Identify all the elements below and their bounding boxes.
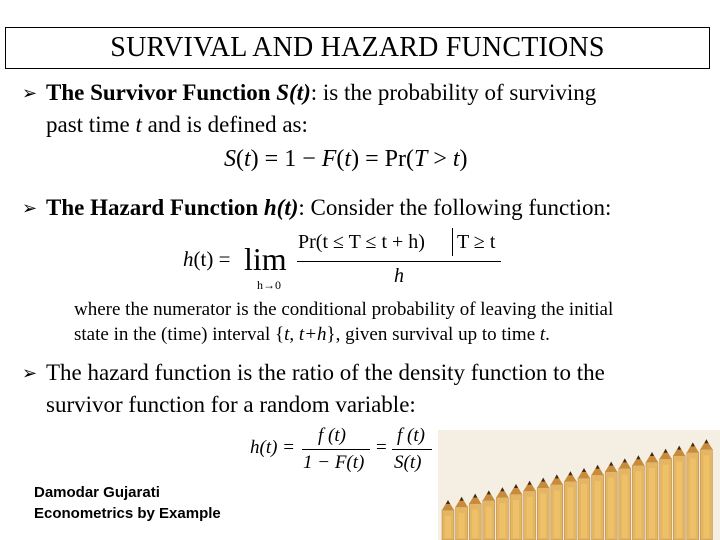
note-t2: t bbox=[539, 324, 546, 345]
pencil-icon bbox=[510, 484, 522, 540]
eq2-conditional-bar bbox=[452, 228, 453, 256]
eq3-num2: f (t) bbox=[397, 425, 425, 446]
eq1-paren: ( bbox=[236, 146, 244, 172]
eq2-lhs bbox=[183, 247, 230, 272]
eq2-numerator bbox=[298, 231, 425, 254]
eq2-condition: T ≥ t bbox=[457, 231, 496, 253]
pencil-icon bbox=[687, 442, 699, 540]
eq2-h: h bbox=[183, 247, 194, 271]
bullet1-t: t bbox=[135, 112, 142, 137]
eq2-lhs-rest: (t) = bbox=[193, 247, 231, 271]
pencil-icon bbox=[673, 446, 685, 540]
pencil-icon bbox=[578, 468, 590, 540]
pencils-image bbox=[438, 430, 720, 540]
eq2-fraction-line bbox=[297, 261, 501, 262]
eq3-equals: = bbox=[376, 437, 387, 458]
numerator-explanation bbox=[74, 297, 613, 347]
pencil-icon bbox=[564, 471, 576, 540]
bullet2-text: : Consider the following function: bbox=[298, 195, 612, 220]
eq3-num1: f (t) bbox=[318, 425, 346, 446]
eq2-lim: lim bbox=[244, 241, 287, 277]
eq1-F: F bbox=[321, 146, 337, 172]
pencil-icon bbox=[551, 474, 563, 540]
footer-book-title: Econometrics by Example bbox=[34, 505, 221, 522]
note-comma: , bbox=[289, 324, 299, 345]
bullet-hazard-ratio bbox=[22, 357, 605, 420]
bullet1-bold: The Survivor Function bbox=[46, 80, 277, 105]
eq1-pr: = Pr( bbox=[359, 146, 414, 172]
pencil-icon bbox=[496, 487, 508, 540]
bullet1-text-line2a: past time bbox=[46, 112, 136, 137]
slide-title-text: SURVIVAL AND HAZARD FUNCTIONS bbox=[110, 32, 605, 63]
note-line2a: state in the (time) interval { bbox=[74, 324, 285, 345]
footer-attribution bbox=[34, 482, 221, 524]
pencil-icon bbox=[660, 449, 672, 540]
bullet2-bold: The Hazard Function bbox=[46, 195, 264, 220]
eq2-denominator: h bbox=[394, 265, 404, 287]
eq3-fraction-line-1 bbox=[302, 449, 370, 450]
eq1-equals-one: = 1 − bbox=[258, 146, 322, 172]
eq1-S: S bbox=[224, 146, 236, 172]
arrow-bullet-icon: ➢ bbox=[22, 363, 38, 383]
eq1-close: ) bbox=[459, 146, 468, 172]
pencil-icon bbox=[524, 481, 536, 540]
note-th: t+h bbox=[298, 324, 327, 345]
pencil-icon bbox=[483, 490, 495, 540]
eq1-paren: ) bbox=[250, 146, 259, 172]
eq1-T: T bbox=[413, 146, 428, 172]
bullet1-text-line2b: and is defined as: bbox=[141, 112, 308, 137]
pencil-icon bbox=[700, 439, 712, 540]
note-line2b: }, given survival up to time bbox=[326, 324, 540, 345]
bullet2-bolditalic: h(t) bbox=[263, 195, 299, 220]
pencil-icon bbox=[592, 465, 604, 540]
eq1-t: t bbox=[244, 146, 251, 172]
eq1-gt: > bbox=[427, 146, 453, 172]
eq1-paren: ) bbox=[351, 146, 360, 172]
bullet-survivor-function bbox=[22, 77, 596, 140]
arrow-bullet-icon: ➢ bbox=[22, 198, 38, 218]
eq1-t: t bbox=[344, 146, 352, 172]
equation-survivor bbox=[224, 146, 468, 173]
arrow-bullet-icon: ➢ bbox=[22, 83, 38, 103]
pencil-icon bbox=[605, 462, 617, 540]
eq2-lim-subscript: h→0 bbox=[257, 278, 281, 292]
note-t: t bbox=[284, 324, 290, 345]
eq3-den1: 1 − F(t) bbox=[303, 452, 365, 473]
eq3-fraction-line-2 bbox=[392, 449, 432, 450]
eq3-lhs: h(t) = bbox=[250, 437, 296, 458]
eq2-num-text: Pr(t ≤ T ≤ t + h) bbox=[298, 231, 425, 253]
pencil-icon bbox=[646, 452, 658, 540]
footer-author: Damodar Gujarati bbox=[34, 484, 160, 501]
eq3-den2: S(t) bbox=[394, 452, 422, 473]
bullet1-text: : is the probability of surviving bbox=[310, 80, 597, 105]
slide-title bbox=[5, 27, 710, 69]
note-dot: . bbox=[545, 324, 550, 345]
eq1-paren: ( bbox=[336, 146, 345, 172]
pencil-icon bbox=[632, 455, 644, 540]
note-line1: where the numerator is the conditional probability of leaving the initial bbox=[74, 299, 614, 320]
pencil-icon bbox=[537, 478, 549, 540]
eq1-t: t bbox=[452, 146, 460, 172]
pencil-icon bbox=[619, 458, 631, 540]
bullet3-line2: survivor function for a random variable: bbox=[46, 392, 416, 417]
bullet-hazard-function bbox=[22, 192, 611, 224]
bullet3-line1: The hazard function is the ratio of the density function to the bbox=[46, 360, 605, 385]
bullet1-bolditalic: S(t) bbox=[276, 80, 311, 105]
